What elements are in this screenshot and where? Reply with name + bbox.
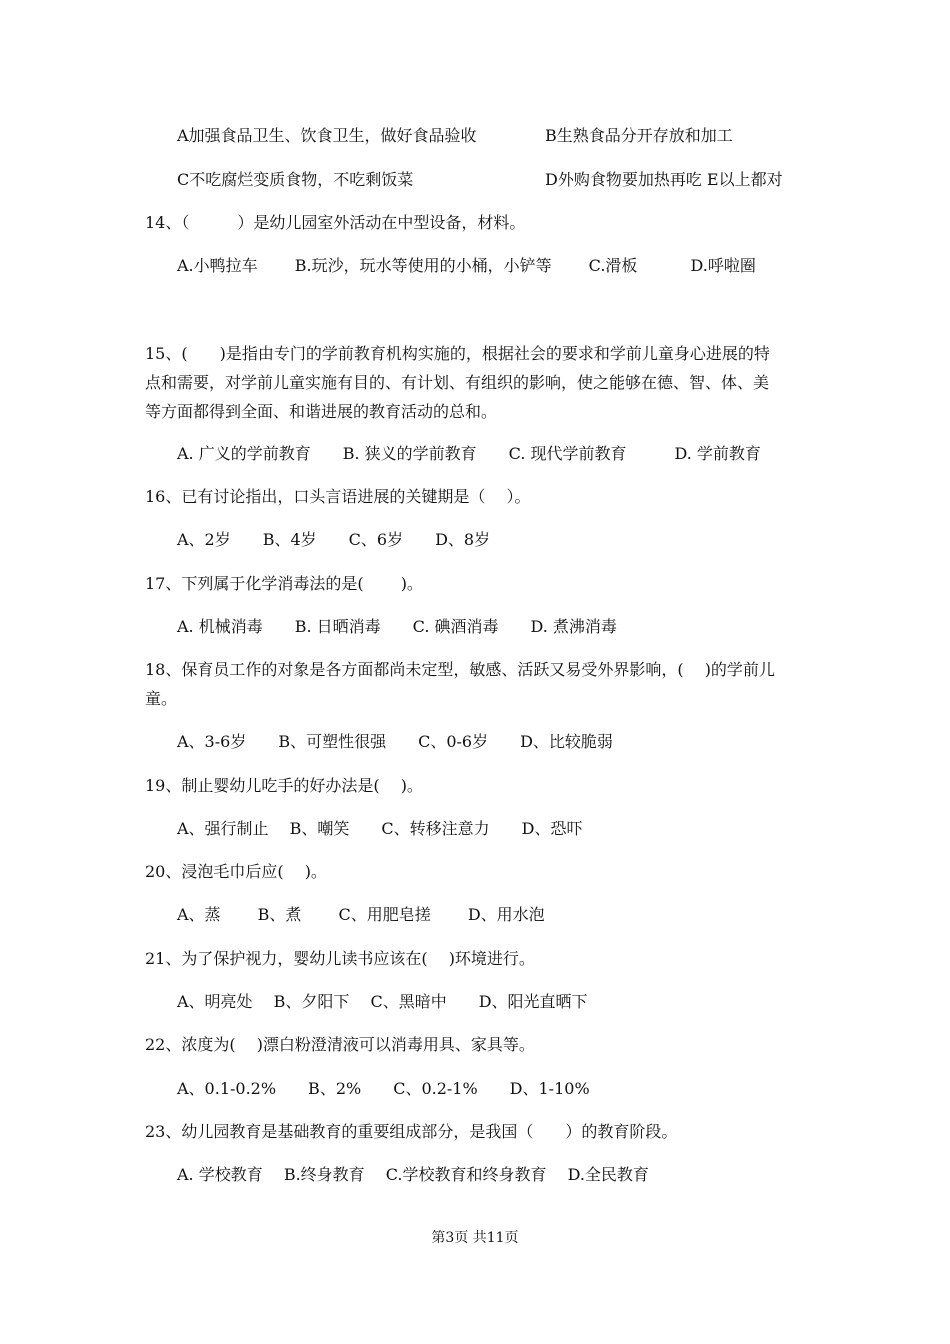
question-17-options: A. 机械消毒 B. 日晒消毒 C. 碘酒消毒 D. 煮沸消毒	[177, 617, 617, 636]
question-22-options: A、0.1-0.2% B、2% C、0.2-1% D、1-10%	[177, 1079, 590, 1098]
q13-option-d: D外购食物要加热再吃 E以上都对	[545, 170, 783, 189]
q13-option-a: A加强食品卫生、饮食卫生，做好食品验收	[177, 126, 477, 145]
question-20-options: A、蒸 B、煮 C、用肥皂搓 D、用水泡	[177, 905, 545, 924]
question-15-line-3: 等方面都得到全面、和谐进展的教育活动的总和。	[145, 402, 498, 421]
question-23-options: A. 学校教育 B.终身教育 C.学校教育和终身教育 D.全民教育	[177, 1165, 649, 1184]
question-22: 22、浓度为( )漂白粉澄清液可以消毒用具、家具等。	[145, 1035, 535, 1054]
question-15: 15、( )是指由专门的学前教育机构实施的，根据社会的要求和学前儿童身心进展的特	[145, 344, 770, 363]
question-14: 14、（ ）是幼儿园室外活动在中型设备，材料。	[145, 213, 526, 232]
question-18-options: A、3-6岁 B、可塑性很强 C、0-6岁 D、比较脆弱	[177, 732, 613, 751]
question-17: 17、下列属于化学消毒法的是( )。	[145, 574, 423, 593]
page-footer: 第3页 共11页	[431, 1230, 519, 1246]
q13-option-b: B生熟食品分开存放和加工	[545, 126, 733, 145]
question-16-options: A、2岁 B、4岁 C、6岁 D、8岁	[177, 530, 491, 549]
question-18-line-2: 童。	[145, 689, 178, 708]
question-20: 20、浸泡毛巾后应( )。	[145, 862, 327, 881]
question-21-options: A、明亮处 B、夕阳下 C、黑暗中 D、阳光直晒下	[177, 992, 588, 1011]
question-19-options: A、强行制止 B、嘲笑 C、转移注意力 D、恐吓	[177, 819, 583, 838]
question-23: 23、幼儿园教育是基础教育的重要组成部分，是我国（ ）的教育阶段。	[145, 1122, 678, 1141]
question-16: 16、已有讨论指出，口头言语进展的关键期是（ ）。	[145, 487, 531, 506]
question-19: 19、制止婴幼儿吃手的好办法是( )。	[145, 776, 423, 795]
question-18: 18、保育员工作的对象是各方面都尚未定型，敏感、活跃又易受外界影响，( )的学前儿	[145, 660, 775, 679]
q13-option-c: C不吃腐烂变质食物，不吃剩饭菜	[177, 170, 414, 189]
question-14-options: A.小鸭拉车 B.玩沙，玩水等使用的小桶，小铲等 C.滑板 D.呼啦圈	[177, 256, 756, 275]
question-21: 21、为了保护视力，婴幼儿读书应该在( )环境进行。	[145, 949, 535, 968]
question-15-line-2: 点和需要，对学前儿童实施有目的、有计划、有组织的影响，使之能够在德、智、体、美	[145, 373, 770, 392]
question-15-options: A. 广义的学前教育 B. 狭义的学前教育 C. 现代学前教育 D. 学前教育	[177, 444, 761, 463]
